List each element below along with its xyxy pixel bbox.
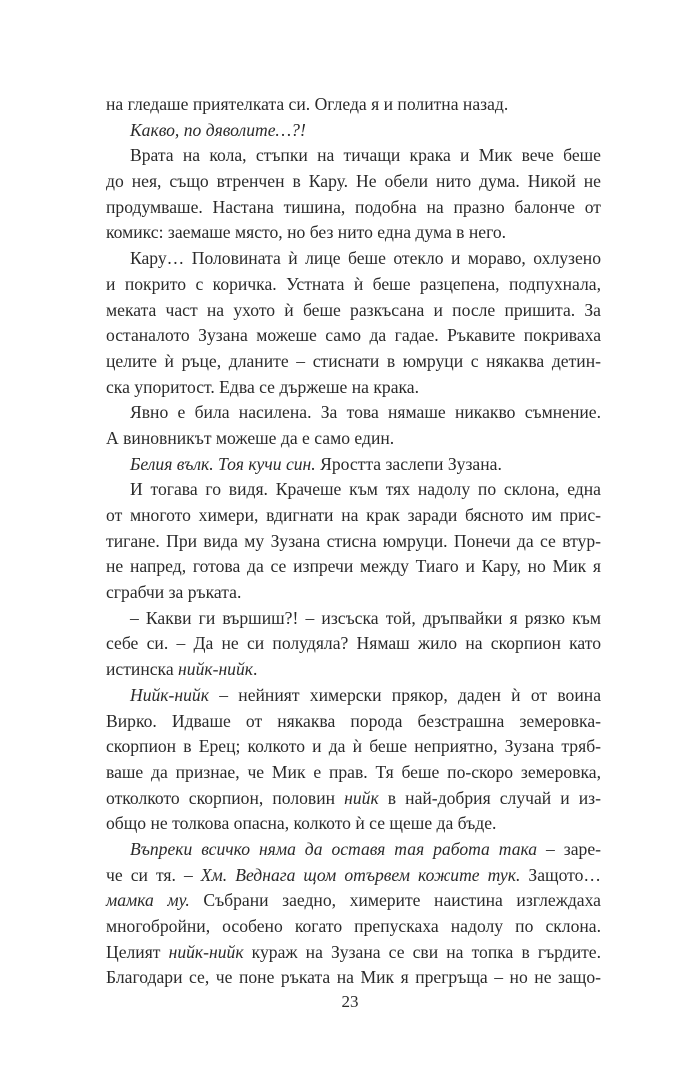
text-segment: целите ѝ ръце, дланите – стиснати в юмруци с някаква детин- xyxy=(106,350,601,371)
text-segment: Вирко. Идваше от някаква порода безстрашна земеровка- xyxy=(106,710,601,731)
text-segment: ваше да признае, че Мик е прав. Тя беше по-скоро земеровка, xyxy=(106,761,601,782)
text-segment: – Какви ги вършиш?! – изсъска той, дръпвайки я рязко към xyxy=(130,607,601,628)
text-line xyxy=(106,92,601,118)
italic-text: нийк-нийк xyxy=(178,659,254,680)
text-segment: Защото… xyxy=(520,864,601,885)
text-segment: до нея, също втренчен в Кару. Не обели нито дума. Никой не xyxy=(106,171,601,192)
text-line xyxy=(106,246,601,272)
italic-text: нийк xyxy=(344,787,379,808)
text-segment: и покрито с коричка. Устната ѝ беше разцепена, подпухнала, xyxy=(106,273,601,294)
text-segment: в най-добрия случай и из- xyxy=(378,787,601,808)
text-segment: себе си. – Да не си полудяла? Нямаш жило на скорпион като xyxy=(106,633,601,654)
text-line xyxy=(106,888,601,914)
text-segment: на гледаше приятелката си. Огледа я и политна назад. xyxy=(106,94,509,114)
text-segment: скорпион в Ерец; колкото и да ѝ беше неприятно, Зузана тряб- xyxy=(106,736,601,757)
text-line xyxy=(106,786,601,812)
text-segment: . xyxy=(253,659,258,680)
text-line xyxy=(106,195,601,221)
text-segment: истинска xyxy=(106,659,179,680)
text-line xyxy=(106,580,601,606)
text-line xyxy=(106,272,601,298)
text-line xyxy=(106,554,601,580)
text-line xyxy=(106,143,601,169)
text-segment: тигане. При вида му Зузана стисна юмруци. Понечи да се втур- xyxy=(106,530,601,551)
text-segment: многобройни, особено когато препускаха надолу по склона. xyxy=(106,916,601,936)
text-segment: – нейният химерски прякор, даден ѝ от воина xyxy=(208,684,601,705)
text-segment: Благодари се, че поне ръката на Мик я прегръща – но не защо- xyxy=(106,967,601,988)
italic-text: Тоя кучи син. xyxy=(218,453,316,474)
text-segment: Целият xyxy=(106,941,169,962)
text-segment: ска упоритост. Едва се държеше на крака. xyxy=(106,376,419,397)
text-line xyxy=(106,657,601,683)
text-line xyxy=(106,400,601,426)
text-segment: – заре- xyxy=(537,838,601,859)
text-line xyxy=(106,606,601,632)
text-line xyxy=(106,169,601,195)
text-line xyxy=(106,631,601,657)
text-segment: А виновникът можеше да е само един. xyxy=(106,427,395,448)
text-line xyxy=(106,914,601,940)
text-line xyxy=(106,760,601,786)
text-segment: Кару… Половината ѝ лице беше отекло и мораво, охлузено xyxy=(130,248,601,269)
text-line xyxy=(106,811,601,837)
text-segment: Врата на кола, стъпки на тичащи крака и Мик вече беше xyxy=(130,145,601,166)
text-segment: отколкото скорпион, половин xyxy=(106,787,345,808)
text-segment: Събрани заедно, химерите наистина изглеждаха xyxy=(189,890,601,911)
text-line xyxy=(106,940,601,966)
text-line xyxy=(106,863,601,889)
italic-text: Хм. Веднага щом отървем кожите тук. xyxy=(200,864,521,885)
text-line xyxy=(106,734,601,760)
text-segment: от многото химери, вдигнати на крак заради бясното им прис- xyxy=(106,505,601,525)
text-segment: общо не толкова опасна, колкото ѝ се щеше да бъде. xyxy=(106,813,497,834)
text-line xyxy=(106,477,601,503)
text-line xyxy=(106,220,601,246)
text-segment: сграбчи за ръката. xyxy=(106,582,242,603)
text-line xyxy=(106,452,601,478)
text-segment: продумваше. Настана тишина, подобна на празно балонче от xyxy=(106,196,601,217)
text-segment: останалото Зузана можеше само да гадае. Ръкавите покриваха xyxy=(106,325,601,346)
text-line xyxy=(106,709,601,735)
text-segment: Явно е била насилена. За това нямаше никакво съмнение. xyxy=(130,402,601,423)
text-segment: комикс: заемаше място, но без нито една дума в него. xyxy=(106,222,507,243)
italic-text: Нийк-нийк xyxy=(130,684,209,705)
italic-text: Белия вълк. xyxy=(130,453,219,474)
text-line xyxy=(106,323,601,349)
italic-text: Въпреки всичко няма да оставя тая работа така xyxy=(130,838,538,859)
text-line xyxy=(106,118,601,144)
italic-text: мамка му. xyxy=(106,890,190,911)
text-line xyxy=(106,529,601,555)
text-line xyxy=(106,683,601,709)
text-line xyxy=(106,375,601,401)
text-segment: меката част на ухото ѝ беше разкъсана и после пришита. За xyxy=(106,299,601,320)
italic-text: нийк-нийк xyxy=(168,941,244,962)
text-line xyxy=(106,837,601,863)
text-line xyxy=(106,349,601,375)
italic-text: Какво, по дяволите…?! xyxy=(130,119,306,140)
book-page-text xyxy=(106,92,601,991)
text-line xyxy=(106,426,601,452)
text-segment: кураж на Зузана се сви на топка в гърдите. xyxy=(243,941,602,962)
page-number: 23 xyxy=(341,992,359,1011)
text-segment: И тогава го видя. Крачеше към тях надолу по склона, една xyxy=(130,479,601,500)
text-segment: че си тя. – xyxy=(106,864,201,885)
text-line xyxy=(106,965,601,991)
text-segment: Яростта заслепи Зузана. xyxy=(315,453,502,474)
text-line xyxy=(106,503,601,529)
text-segment: не напред, готова да се изпречи между Тиаго и Кару, но Мик я xyxy=(106,556,601,577)
text-line xyxy=(106,298,601,324)
